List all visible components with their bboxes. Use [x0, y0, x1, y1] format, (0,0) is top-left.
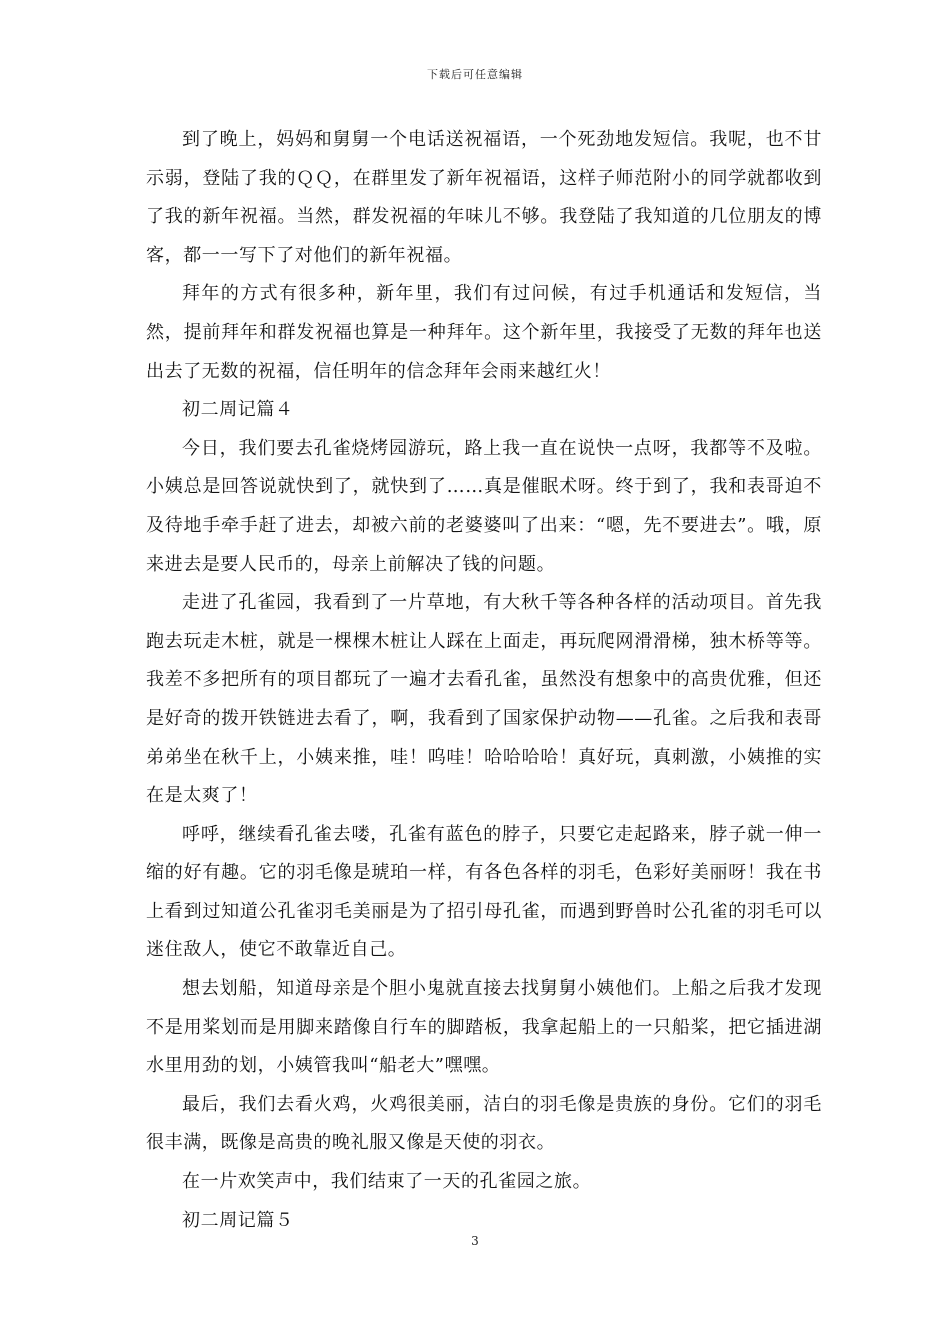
paragraph-new-year-messages: 到了晚上，妈妈和舅舅一个电话送祝福语，一个死劲地发短信。我呢，也不甘示弱，登陆了我的ＱＱ，在群里发了新年祝福语，这样子师范附小的同学就都收到了我的新年祝福。当然，群发祝福的年味儿不够。我登陆了我知道的几位朋友的博客，都一一写下了对他们的新年祝福。: [146, 129, 822, 266]
paragraph-park-activities: 走进了孔雀园，我看到了一片草地，有大秋千等各种各样的活动项目。首先我跑去玩走木桩，就是一棵棵木桩让人踩在上面走，再玩爬网滑滑梯，独木桥等等。我差不多把所有的项目都玩了一遍才去看孔雀，虽然没有想象中的高贵优雅，但还是好奇的拨开铁链进去看了，啊，我看到了国家保护动物——孔雀。之后我和表哥弟弟坐在秋千上，小姨来推，哇！呜哇！哈哈哈哈！真好玩，真刺激，小姨推的实在是太爽了！: [146, 592, 822, 807]
page-header: 下载后可任意编辑: [427, 68, 523, 81]
paragraph-boating: 想去划船，知道母亲是个胆小鬼就直接去找舅舅小姨他们。上船之后我才发现不是用桨划而是用脚来踏像自行车的脚踏板，我拿起船上的一只船桨，把它插进湖水里用劲的划，小姨管我叫“船老大”嘿嘿。: [146, 978, 822, 1077]
paragraph-ways-of-greeting: 拜年的方式有很多种，新年里，我们有过问候，有过手机通话和发短信，当然，提前拜年和群发祝福也算是一种拜年。这个新年里，我接受了无数的拜年也送出去了无数的祝福，信任明年的信念拜年会雨来越红火！: [146, 283, 822, 382]
section-heading-4: 初二周记篇４: [182, 399, 294, 421]
paragraph-end-of-trip: 在一片欢笑声中，我们结束了一天的孔雀园之旅。: [182, 1171, 592, 1193]
section-heading-5: 初二周记篇５: [182, 1209, 294, 1231]
paragraph-peacock-feathers: 呼呼，继续看孔雀去喽，孔雀有蓝色的脖子，只要它走起路来，脖子就一伸一缩的好有趣。它的羽毛像是琥珀一样，有各色各样的羽毛，色彩好美丽呀！我在书上看到过知道公孔雀羽毛美丽是为了招引母孔雀，而遇到野兽时公孔雀的羽毛可以迷住敌人，使它不敢靠近自己。: [146, 823, 822, 961]
paragraph-trip-to-peacock-park: 今日，我们要去孔雀烧烤园游玩，路上我一直在说快一点呀，我都等不及啦。小姨总是回答说就快到了，就快到了……真是催眠术呀。终于到了，我和表哥迫不及待地手牵手赶了进去，却被六前的老婆婆叫了出来：“嗯，先不要进去”。哦，原来进去是要人民币的，母亲上前解决了钱的问题。: [146, 437, 822, 575]
page-number: 3: [471, 1234, 479, 1248]
paragraph-turkeys: 最后，我们去看火鸡，火鸡很美丽，洁白的羽毛像是贵族的身份。它们的羽毛很丰满，既像是高贵的晚礼服又像是天使的羽衣。: [146, 1093, 822, 1154]
document-body: [146, 121, 822, 1240]
